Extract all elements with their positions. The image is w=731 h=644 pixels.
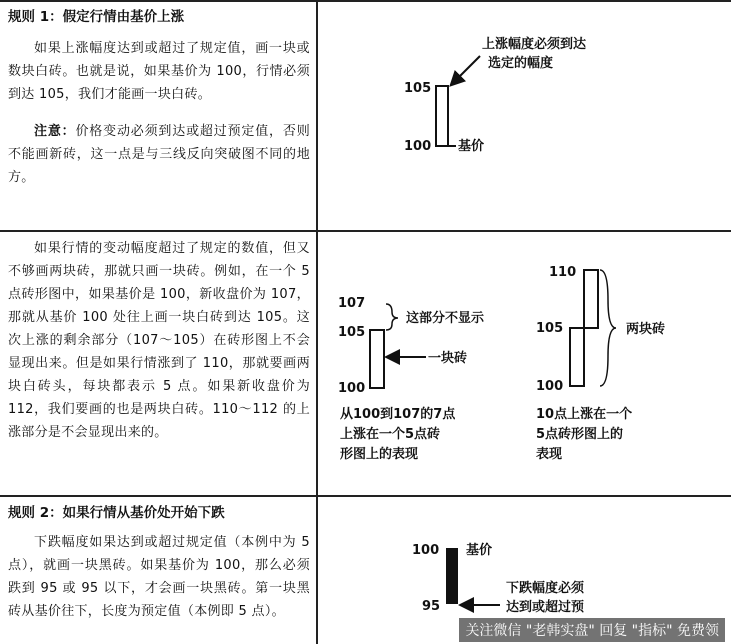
middle-paragraph: 如果行情的变动幅度超过了规定的数值，但又不够画两块砖，那就只画一块砖。例如，在一个 5 点砖形图中，如果基价是 100，新收盘价为 107，那就从基价 100 处往上画一块白砖到达 105。这次上涨的剩余部分（107～105）在砖形图上不会显现出来。但是如果行情涨到了 110，那就要画两块白砖头，每块都表示 5 点。如果新收盘价为 112，我们要画的也是两块白砖。110～112 的上涨部分是不会显现出来的。 [8,241,310,440]
rule1-paragraph: 如果上涨幅度达到或超过了规定值，画一块或数块白砖。也就是说，如果基价为 100，行情必须到达 105，我们才能画一块白砖。 [8,41,310,102]
figure-3 [536,265,665,462]
rule2-paragraph: 下跌幅度如果达到或超过规定值（本例中为 5 点），就画一块黑砖。如果基价为 100，那么必须跌到 95 或 95 以下，才会画一块黑砖。第一块黑砖从基价往下，长度为预定值（本例即 5 点）。 [8,535,310,619]
rule2-title: 规则 2：如果行情从基价处开始下跌 [8,505,225,521]
fig1-base-label: 基价 [458,139,485,154]
fig3-caption-3: 表现 [536,447,563,462]
figure-1 [404,36,586,154]
fig2-value-105: 105 [338,325,366,340]
fig3-lower-brick [570,328,584,386]
note-label: 注意： [34,124,76,139]
fig1-arrow-label-1: 上涨幅度必须到达 [482,37,587,52]
fig3-upper-brick [584,270,598,328]
fig4-value-100: 100 [412,543,440,558]
fig3-value-105: 105 [536,321,564,336]
fig3-two-bricks-label: 两块砖 [626,322,666,337]
fig1-top-value: 105 [404,81,432,96]
fig3-value-100: 100 [536,379,564,394]
figure-2 [338,296,485,462]
fig2-value-100: 100 [338,381,366,396]
fig4-label-1: 下跌幅度必须 [506,581,585,596]
fig4-black-brick [446,548,458,604]
fig4-base-label: 基价 [466,543,493,558]
figure-4 [412,542,585,615]
fig2-one-brick-label: 一块砖 [428,351,468,366]
fig1-arrow-label-2: 选定的幅度 [488,56,554,71]
fig2-caption-3: 形图上的表现 [340,447,419,462]
fig2-caption-2: 上涨在一个5点砖 [340,427,441,442]
fig1-white-brick [436,86,448,146]
rule1-title: 规则 1：假定行情由基价上涨 [8,9,185,25]
fig2-hidden-label: 这部分不显示 [406,311,485,326]
fig1-base-value: 100 [404,139,432,154]
note-text: 价格变动必须到达或超过预定值，否则不能画新砖，这一点是与三线反向突破图不同的地方。 [8,124,310,185]
fig2-hidden-brace [386,304,398,330]
fig3-caption-1: 10点上涨在一个 [536,407,633,422]
fig2-white-brick [370,330,384,388]
fig3-caption-2: 5点砖形图上的 [536,427,624,442]
fig4-label-2: 达到或超过预 [506,600,585,615]
fig4-value-95: 95 [422,599,441,614]
fig2-caption-1: 从100到107的7点 [340,407,456,422]
fig3-value-110: 110 [549,265,577,280]
fig1-arrow [452,56,480,84]
fig2-value-107: 107 [338,296,366,311]
fig3-brace [600,270,616,386]
watermark: 关注微信 "老韩实盘" 回复 "指标" 免费领 [459,618,725,642]
